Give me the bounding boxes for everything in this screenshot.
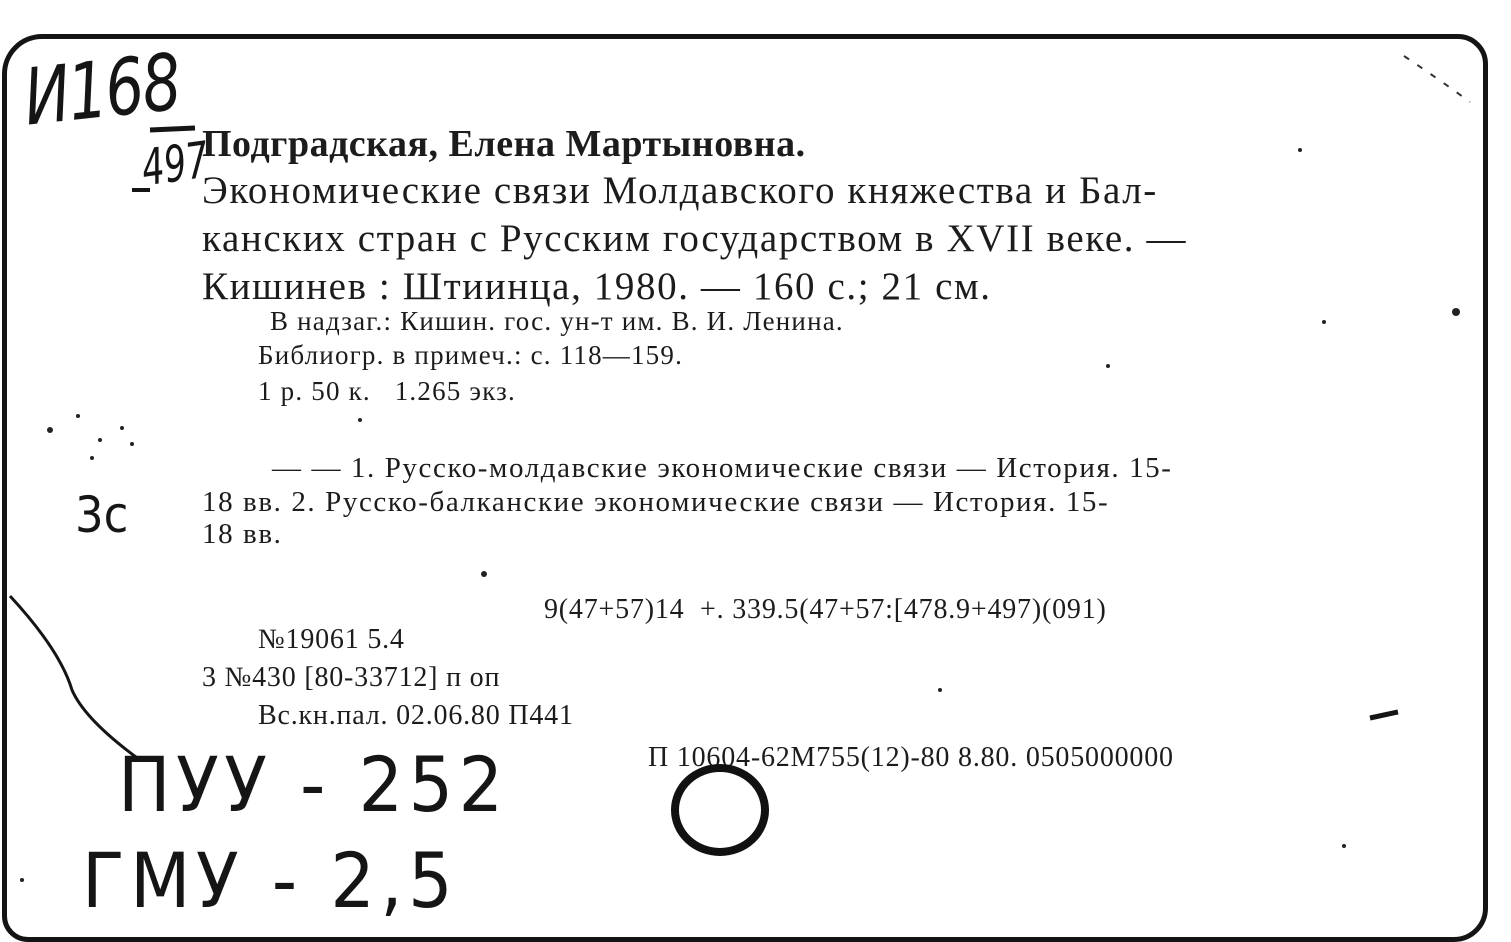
- subject-line-3: 18 вв.: [202, 518, 283, 550]
- call-number-dash: [150, 128, 195, 130]
- right-dash-mark: [1370, 712, 1398, 718]
- title-line-3: Кишинев : Штиинца, 1980. — 160 с.; 21 см.: [202, 265, 992, 308]
- corner-pencil-line: [10, 596, 140, 760]
- author-heading: Подградская, Елена Мартыновна.: [202, 123, 806, 165]
- call-number-bottom: 497: [138, 130, 213, 198]
- note-line-3: 1 р. 50 к. 1.265 экз.: [258, 376, 516, 406]
- index-line: П 10604-62М755(12)-80 8.80. 0505000000: [648, 742, 1174, 773]
- title-line-1: Экономические связи Молдавского княжества и Бал-: [202, 169, 1158, 212]
- punch-hole-circle: [675, 768, 765, 852]
- corner-crease: [1404, 56, 1470, 102]
- note-line-2: Библиогр. в примеч.: с. 118—159.: [258, 340, 684, 370]
- note-line-1: В надзаг.: Кишин. гос. ун-т им. В. И. Ленина.: [270, 306, 844, 336]
- subject-line-2: 18 вв. 2. Русско-балканские экономические связи — История. 15-: [202, 486, 1110, 518]
- marginal-note: 3с: [74, 486, 129, 544]
- order-line: 3 №430 [80-33712] п оп: [202, 662, 501, 693]
- title-line-2: канских стран с Русским государством в XVII веке. —: [202, 217, 1188, 260]
- classification-index: 9(47+57)14 +. 339.5(47+57:[478.9+497)(091): [544, 594, 1107, 625]
- chamber-line: Вс.кн.пал. 02.06.80 П441: [258, 700, 574, 731]
- record-number: №19061 5.4: [258, 624, 405, 655]
- subject-line-1: — — 1. Русско-молдавские экономические связи — История. 15-: [272, 452, 1173, 484]
- call-number-top: И168: [20, 37, 184, 144]
- handwritten-code-2: ГМУ - 2,5: [82, 836, 459, 925]
- handwritten-code-1: ПУУ - 252: [118, 740, 509, 829]
